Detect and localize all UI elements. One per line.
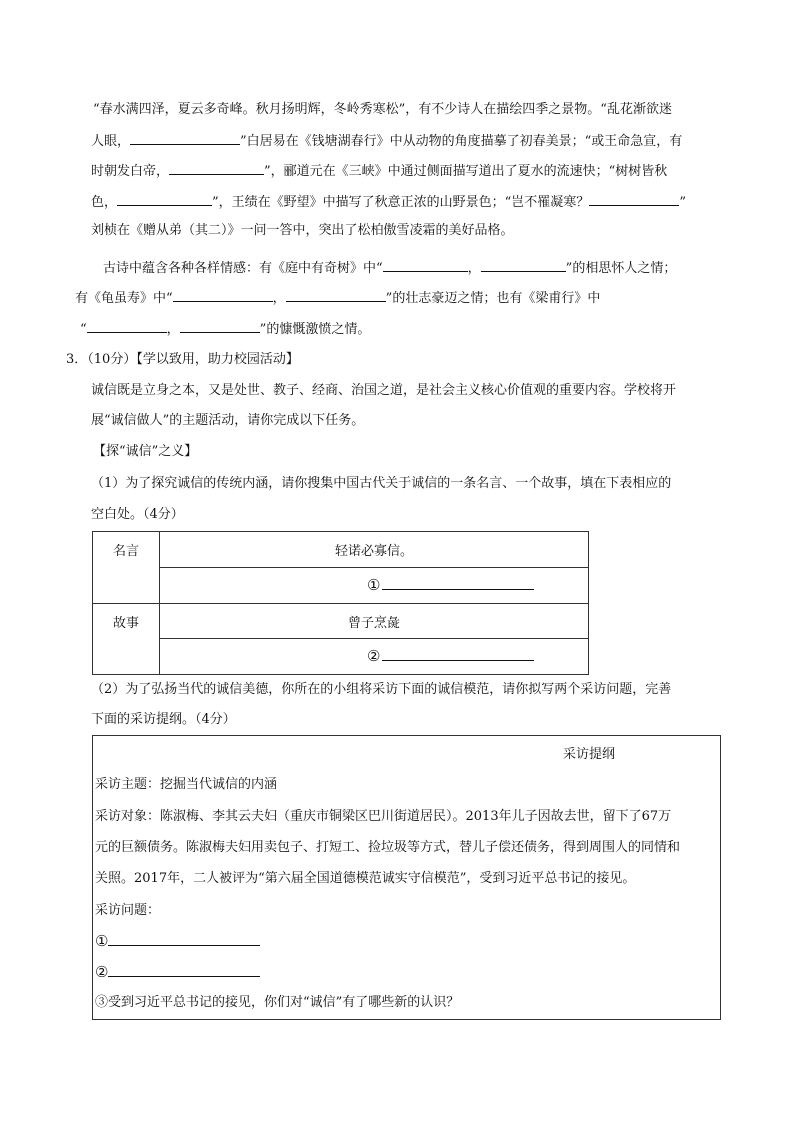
text: 色， (91, 195, 118, 210)
fill-blank[interactable] (117, 192, 212, 206)
emotion-line-1 (103, 258, 676, 278)
sub-question-1-line-1: （1）为了探究诚信的传统内涵，请你搜集中国古代关于诚信的一条名言、一个故事，填在下表相应的 (91, 476, 672, 491)
table-label-quote: 名言 (93, 532, 160, 604)
answer-blank[interactable] (382, 647, 534, 661)
fill-blank[interactable] (130, 131, 240, 145)
outline-target-line-1: 采访对象：陈淑梅、李其云夫妇（重庆市铜梁区巴川街道居民）。2013年儿子因故去世，留下了67万 (95, 809, 672, 824)
tradition-table (92, 531, 589, 675)
fill-blank[interactable] (589, 192, 679, 206)
poem-line-3 (91, 161, 667, 181)
sub-question-1-line-2: 空白处。（4分） (91, 507, 184, 522)
table-answer-cell[interactable] (160, 568, 589, 604)
question-3: ③受到习近平总书记的接见，你们对“诚信”有了哪些新的认识？ (95, 995, 460, 1010)
question-marker: ① (95, 932, 109, 950)
fill-blank[interactable] (87, 319, 167, 333)
outline-target-line-2: 元的巨额债务。陈淑梅夫妇用卖包子、打短工、捡垃圾等方式，替儿子偿还债务，得到周围人的同情和 (95, 840, 681, 855)
text: ” (679, 195, 686, 210)
text: 有《龟虽寿》中“ (75, 291, 173, 306)
text: ”的相思怀人之情； (565, 261, 677, 276)
text: ， (467, 261, 481, 276)
question-3-header: 3．（10分）【学以致用，助力校园活动】 (66, 352, 299, 367)
table-answer-cell[interactable] (160, 639, 589, 675)
text: ”的壮志豪迈之情；也有《梁甫行》中 (385, 291, 601, 306)
question-1-blank[interactable] (108, 932, 260, 946)
questions-label: 采访问题： (95, 903, 161, 918)
fill-blank[interactable] (383, 258, 468, 272)
text: 人眼， (91, 134, 131, 149)
question-1-row (95, 932, 260, 952)
fill-blank[interactable] (481, 258, 566, 272)
interview-outline-box (92, 735, 721, 1020)
table-label-story: 故事 (93, 604, 160, 675)
poem-line-4 (91, 192, 686, 212)
fill-blank[interactable] (169, 161, 264, 175)
sub-question-2-line-2: 下面的采访提纲。（4分） (91, 712, 236, 727)
fill-blank[interactable] (173, 288, 273, 302)
fill-blank[interactable] (180, 319, 260, 333)
text: ”，王绩在《野望》中描写了秋意正浓的山野景色；“岂不罹凝寒？ (212, 195, 590, 210)
intro-line-1: 诚信既是立身之本，又是处世、教子、经商、治国之道，是社会主义核心价值观的重要内容。学校将开 (91, 383, 677, 398)
text: “ (80, 322, 87, 337)
text: ”的慷慨激愤之情。 (259, 322, 371, 337)
poem-line-2 (91, 131, 682, 151)
intro-line-2: 展“诚信做人”的主题活动，请你完成以下任务。 (91, 413, 365, 428)
text: ”，郦道元在《三峡》中通过侧面描写道出了夏水的流速快；“树树皆秋 (264, 164, 668, 179)
section-heading: 【探“诚信”之义】 (93, 444, 198, 459)
outline-title: 采访提纲 (563, 747, 616, 762)
outline-target-line-3: 关照。2017年，二人被评为“第六届全国道德模范诚实守信模范”，受到习近平总书记的接见。 (95, 871, 636, 886)
emotion-line-3 (80, 319, 370, 339)
sub-question-2-line-1: （2）为了弘扬当代的诚信美德，你所在的小组将采访下面的诚信模范，请你拟写两个采访问题，完善 (91, 682, 672, 697)
poem-line-5: 刘桢在《赠从弟（其二）》一问一答中，突出了松柏傲雪凌霜的美好品格。 (91, 223, 514, 238)
answer-blank[interactable] (382, 576, 534, 590)
answer-marker: ② (367, 646, 381, 665)
table-given-story: 曾子烹彘 (160, 604, 589, 639)
poem-line-1: “春水满四泽，夏云多奇峰。秋月扬明辉，冬岭秀寒松”，有不少诗人在描绘四季之景物。“乱花渐欲迷 (93, 102, 672, 117)
fill-blank[interactable] (286, 288, 386, 302)
text: ”白居易在《钱塘湖春行》中从动物的角度描摹了初春美景；“或王命急宣，有 (240, 134, 683, 149)
text: 时朝发白帝， (91, 164, 170, 179)
answer-marker: ① (367, 575, 381, 594)
table-given-quote: 轻诺必寡信。 (160, 532, 589, 568)
question-2-row (95, 963, 260, 983)
emotion-line-2 (75, 288, 600, 308)
question-marker: ② (95, 963, 109, 981)
text: ， (166, 322, 180, 337)
question-2-blank[interactable] (108, 963, 260, 977)
outline-theme: 采访主题：挖掘当代诚信的内涵 (95, 777, 278, 792)
text: 古诗中蕴含各种各样情感：有《庭中有奇树》中“ (103, 261, 383, 276)
text: ， (272, 291, 286, 306)
